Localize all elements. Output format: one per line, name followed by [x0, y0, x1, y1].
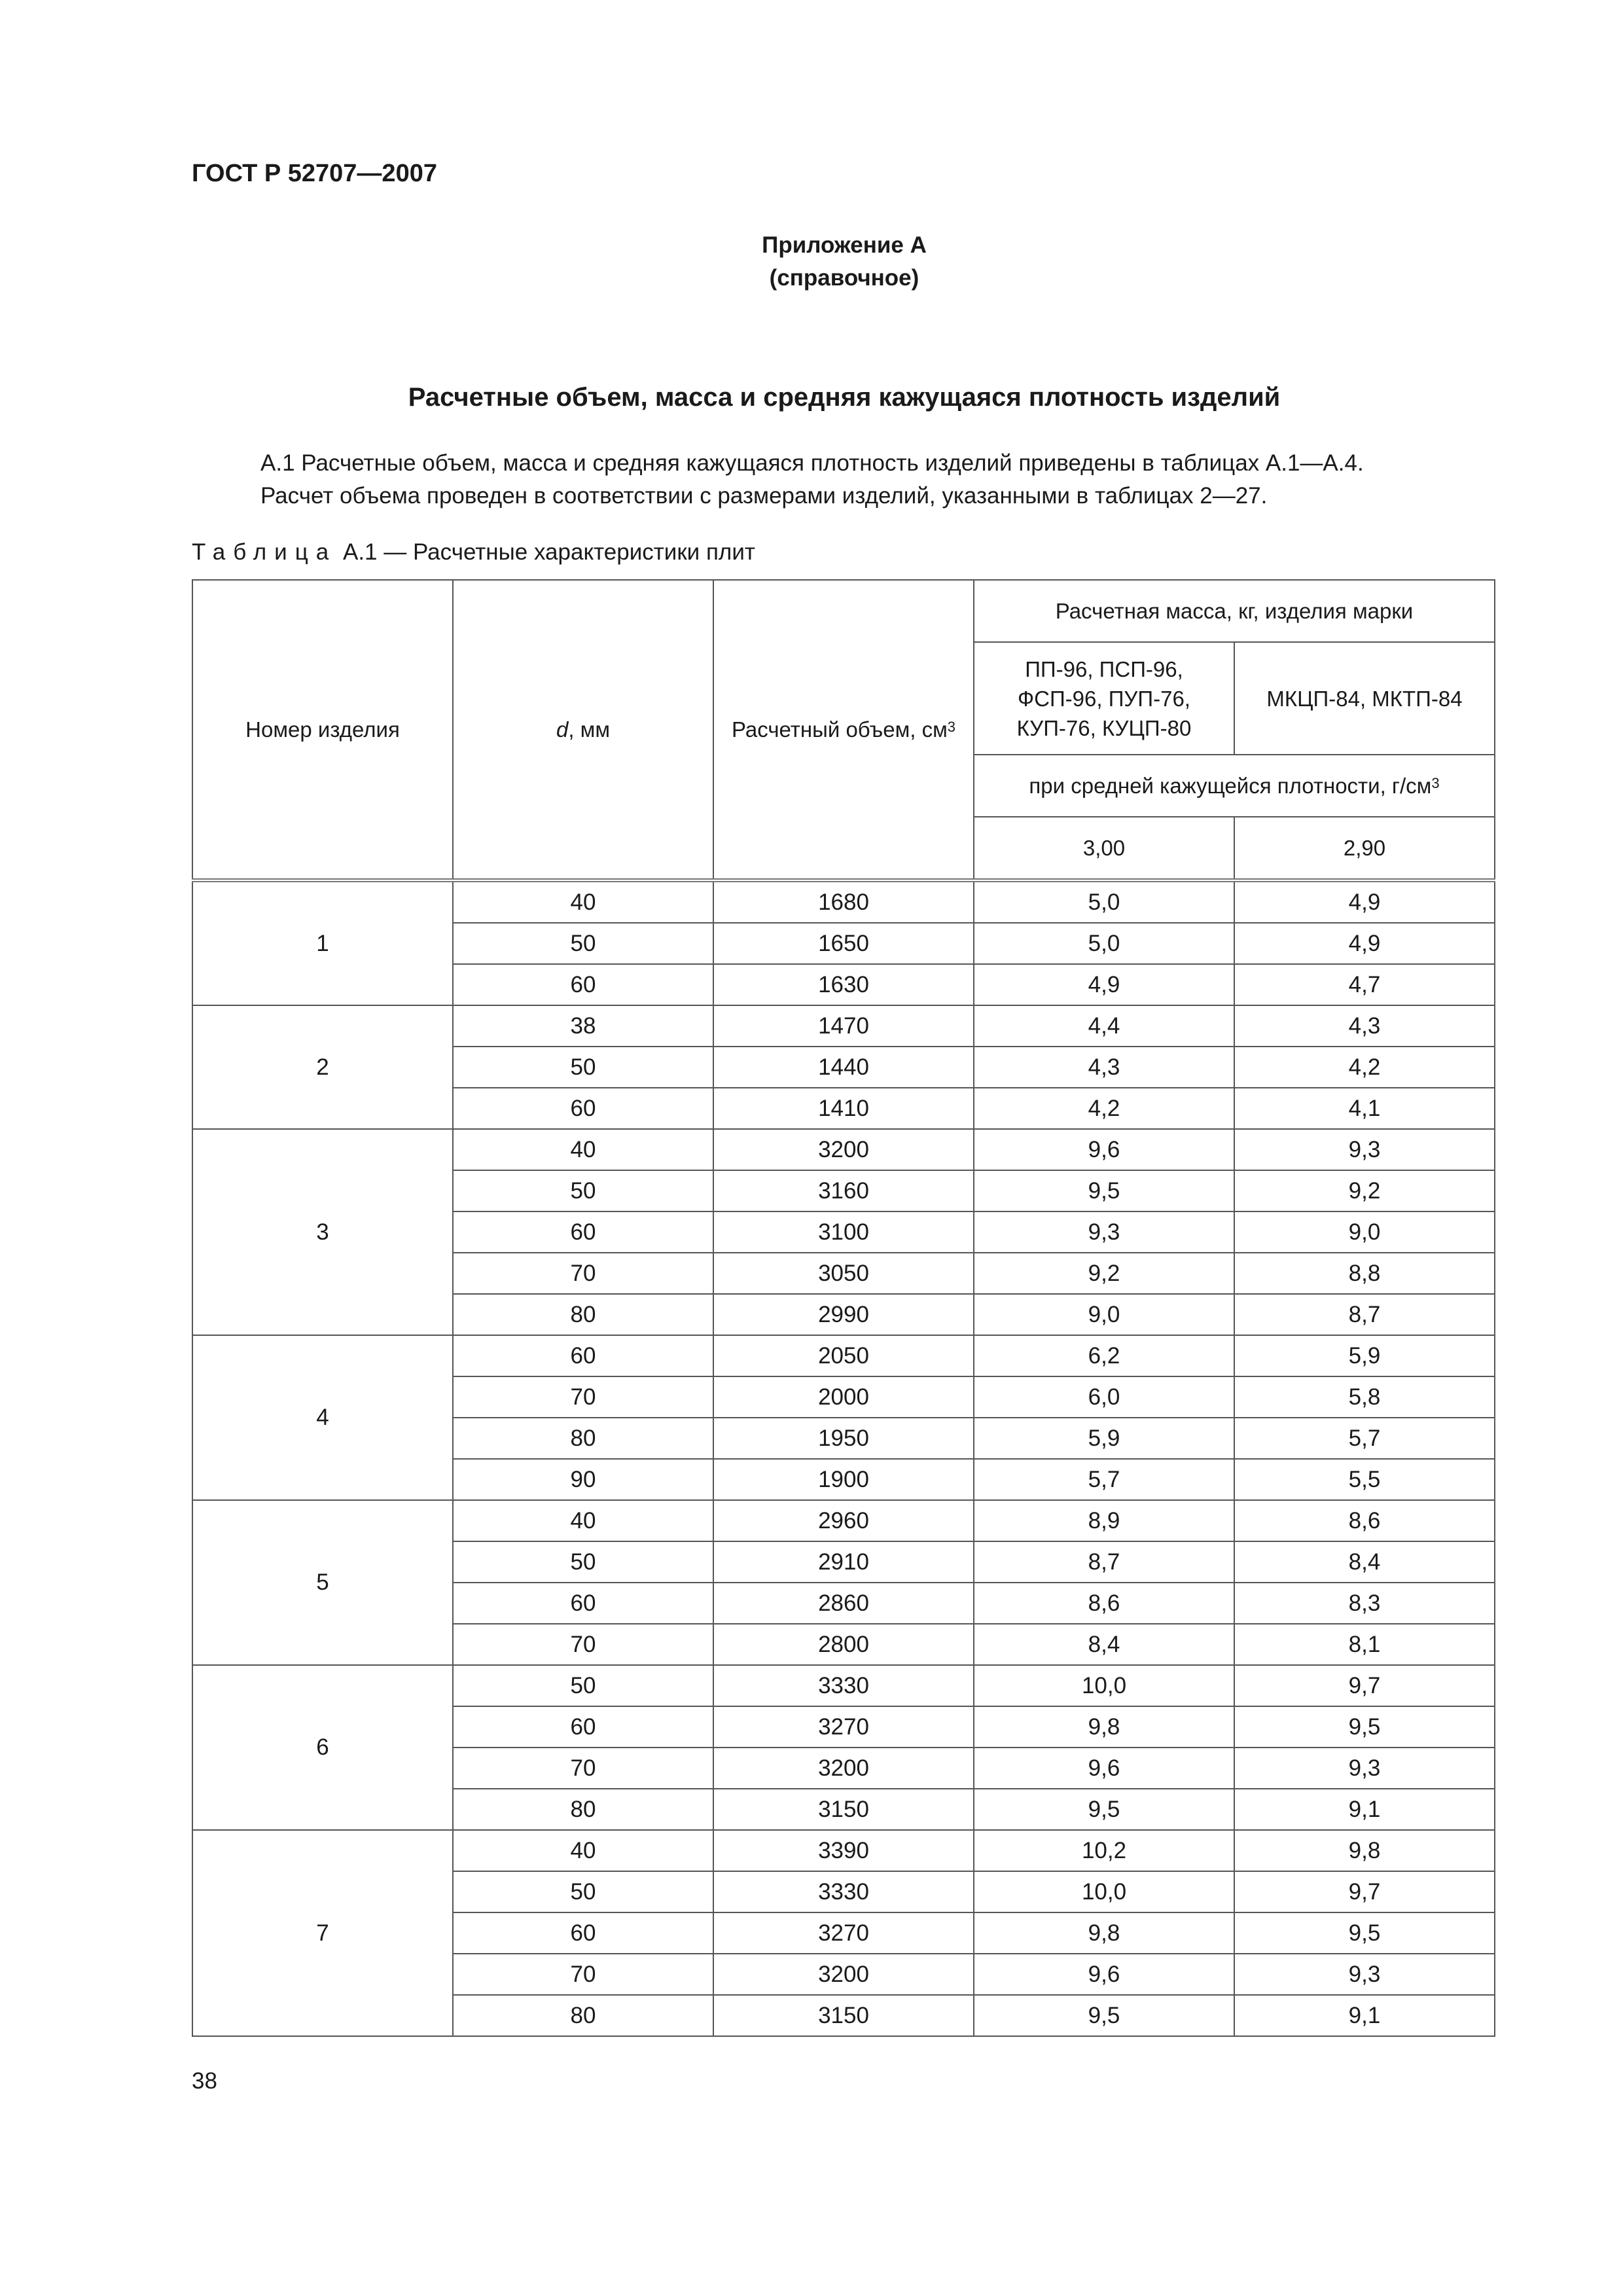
cell-volume: 3160: [713, 1170, 974, 1211]
cell-mass-2: 4,3: [1234, 1005, 1495, 1047]
cell-thickness: 70: [453, 1954, 713, 1995]
cell-mass-1: 4,9: [974, 964, 1234, 1005]
cell-mass-1: 4,4: [974, 1005, 1234, 1047]
table-row: [192, 880, 1495, 923]
cell-mass-2: 9,5: [1234, 1912, 1495, 1954]
cell-thickness: 70: [453, 1253, 713, 1294]
cell-volume: 3270: [713, 1706, 974, 1748]
cell-thickness: 60: [453, 1088, 713, 1129]
cell-volume: 2000: [713, 1376, 974, 1418]
cell-volume: 2050: [713, 1335, 974, 1376]
table-body: [192, 880, 1495, 2036]
cell-mass-1: 5,0: [974, 880, 1234, 923]
cell-item-number: 2: [192, 1005, 453, 1129]
cell-mass-2: 5,8: [1234, 1376, 1495, 1418]
cell-mass-2: 9,7: [1234, 1871, 1495, 1912]
intro-paragraph: [260, 447, 1543, 512]
cell-mass-1: 8,4: [974, 1624, 1234, 1665]
cell-mass-1: 9,6: [974, 1129, 1234, 1170]
cell-mass-2: 9,8: [1234, 1830, 1495, 1871]
cell-volume: 2910: [713, 1541, 974, 1583]
cell-mass-2: 8,3: [1234, 1583, 1495, 1624]
cell-mass-1: 9,3: [974, 1211, 1234, 1253]
cell-volume: 1470: [713, 1005, 974, 1047]
cell-mass-2: 5,9: [1234, 1335, 1495, 1376]
header-thickness-unit: , мм: [568, 717, 611, 742]
cell-mass-1: 9,5: [974, 1170, 1234, 1211]
cell-thickness: 60: [453, 1706, 713, 1748]
cell-mass-2: 8,4: [1234, 1541, 1495, 1583]
header-thickness-var: d: [556, 717, 569, 742]
cell-mass-2: 8,7: [1234, 1294, 1495, 1335]
section-title: Расчетные объем, масса и средняя кажущаяся плотность изделий: [408, 383, 1281, 412]
cell-volume: 3150: [713, 1995, 974, 2036]
brand-1-line-1: ПП-96, ПСП-96,: [1025, 656, 1183, 681]
cell-volume: 1900: [713, 1459, 974, 1500]
cell-mass-1: 10,0: [974, 1665, 1234, 1706]
cell-volume: 2960: [713, 1500, 974, 1541]
cell-thickness: 70: [453, 1748, 713, 1789]
cell-mass-1: 9,8: [974, 1912, 1234, 1954]
cell-volume: 3200: [713, 1748, 974, 1789]
cell-thickness: 90: [453, 1459, 713, 1500]
table-row: [192, 1335, 1495, 1376]
cell-thickness: 50: [453, 1541, 713, 1583]
cell-mass-2: 9,3: [1234, 1129, 1495, 1170]
cell-mass-1: 6,0: [974, 1376, 1234, 1418]
cell-mass-2: 9,1: [1234, 1789, 1495, 1830]
cell-thickness: 40: [453, 1830, 713, 1871]
header-volume-sup: 3: [947, 719, 956, 735]
cell-mass-2: 5,5: [1234, 1459, 1495, 1500]
cell-thickness: 50: [453, 1871, 713, 1912]
cell-mass-1: 9,6: [974, 1954, 1234, 1995]
cell-item-number: 3: [192, 1129, 453, 1335]
appendix-type: (справочное): [769, 265, 919, 291]
header-thickness: [453, 580, 713, 880]
cell-mass-1: 8,9: [974, 1500, 1234, 1541]
cell-mass-1: 6,2: [974, 1335, 1234, 1376]
header-brand-2: МКЦП-84, МКТП-84: [1234, 642, 1495, 755]
cell-thickness: 70: [453, 1376, 713, 1418]
header-volume: [713, 580, 974, 880]
cell-mass-1: 9,8: [974, 1706, 1234, 1748]
table-caption-text: А.1 — Расчетные характеристики плит: [342, 539, 755, 565]
cell-mass-1: 9,2: [974, 1253, 1234, 1294]
cell-mass-1: 4,2: [974, 1088, 1234, 1129]
cell-mass-1: 8,6: [974, 1583, 1234, 1624]
cell-mass-1: 8,7: [974, 1541, 1234, 1583]
cell-mass-2: 8,6: [1234, 1500, 1495, 1541]
header-density: [974, 755, 1495, 817]
header-item-number: Номер изделия: [192, 580, 453, 880]
cell-thickness: 50: [453, 923, 713, 964]
table-row: [192, 1005, 1495, 1047]
cell-mass-1: 9,5: [974, 1995, 1234, 2036]
cell-thickness: 80: [453, 1294, 713, 1335]
header-density-label: при средней кажущейся плотности, г/см: [1029, 774, 1432, 798]
cell-volume: 3150: [713, 1789, 974, 1830]
cell-volume: 1630: [713, 964, 974, 1005]
document-id: ГОСТ Р 52707—2007: [192, 160, 437, 187]
table-caption-prefix: Таблица: [192, 539, 337, 565]
cell-volume: 3100: [713, 1211, 974, 1253]
cell-mass-2: 4,1: [1234, 1088, 1495, 1129]
cell-item-number: 5: [192, 1500, 453, 1665]
cell-mass-1: 9,0: [974, 1294, 1234, 1335]
cell-thickness: 80: [453, 1789, 713, 1830]
cell-volume: 3200: [713, 1129, 974, 1170]
paragraph-line-1: А.1 Расчетные объем, масса и средняя кажущаяся плотность изделий приведены в таблицах А.1—А.4.: [260, 450, 1364, 476]
cell-volume: 1440: [713, 1047, 974, 1088]
cell-item-number: 6: [192, 1665, 453, 1830]
table-row: [192, 1129, 1495, 1170]
cell-mass-1: 9,6: [974, 1748, 1234, 1789]
cell-thickness: 40: [453, 880, 713, 923]
cell-volume: 1680: [713, 880, 974, 923]
cell-thickness: 50: [453, 1665, 713, 1706]
table-header: [192, 580, 1495, 880]
cell-mass-1: 5,7: [974, 1459, 1234, 1500]
header-mass: Расчетная масса, кг, изделия марки: [974, 580, 1495, 642]
cell-thickness: 70: [453, 1624, 713, 1665]
cell-mass-2: 4,9: [1234, 923, 1495, 964]
cell-volume: 3200: [713, 1954, 974, 1995]
cell-mass-2: 9,0: [1234, 1211, 1495, 1253]
cell-mass-2: 9,7: [1234, 1665, 1495, 1706]
cell-mass-2: 8,1: [1234, 1624, 1495, 1665]
table-row: [192, 1500, 1495, 1541]
cell-volume: 1950: [713, 1418, 974, 1459]
cell-mass-1: 4,3: [974, 1047, 1234, 1088]
cell-mass-2: 4,9: [1234, 880, 1495, 923]
cell-thickness: 50: [453, 1047, 713, 1088]
cell-mass-2: 4,7: [1234, 964, 1495, 1005]
cell-volume: 3050: [713, 1253, 974, 1294]
cell-mass-2: 8,8: [1234, 1253, 1495, 1294]
cell-item-number: 1: [192, 880, 453, 1005]
table-row: [192, 1665, 1495, 1706]
page-number: 38: [192, 2068, 217, 2094]
characteristics-table: [192, 579, 1495, 2037]
header-density-sup: 3: [1431, 775, 1440, 791]
cell-volume: 3330: [713, 1871, 974, 1912]
table-caption: [192, 539, 755, 565]
cell-mass-2: 4,2: [1234, 1047, 1495, 1088]
appendix-label: Приложение А: [762, 232, 927, 258]
cell-thickness: 60: [453, 1912, 713, 1954]
cell-mass-2: 5,7: [1234, 1418, 1495, 1459]
cell-volume: 1410: [713, 1088, 974, 1129]
cell-thickness: 60: [453, 1583, 713, 1624]
cell-thickness: 50: [453, 1170, 713, 1211]
cell-thickness: 80: [453, 1995, 713, 2036]
cell-thickness: 80: [453, 1418, 713, 1459]
cell-volume: 3330: [713, 1665, 974, 1706]
cell-mass-1: 10,2: [974, 1830, 1234, 1871]
cell-item-number: 4: [192, 1335, 453, 1500]
cell-thickness: 40: [453, 1500, 713, 1541]
cell-thickness: 40: [453, 1129, 713, 1170]
brand-1-line-2: ФСП-96, ПУП-76,: [1018, 686, 1190, 711]
cell-volume: 2860: [713, 1583, 974, 1624]
cell-volume: 1650: [713, 923, 974, 964]
cell-thickness: 60: [453, 1335, 713, 1376]
cell-volume: 3390: [713, 1830, 974, 1871]
cell-mass-1: 5,0: [974, 923, 1234, 964]
cell-mass-2: 9,3: [1234, 1748, 1495, 1789]
appendix-heading: [0, 229, 1623, 295]
header-density-2: 2,90: [1234, 817, 1495, 880]
header-brand-1: [974, 642, 1234, 755]
cell-mass-1: 9,5: [974, 1789, 1234, 1830]
cell-thickness: 60: [453, 964, 713, 1005]
brand-1-line-3: КУП-76, КУЦП-80: [1016, 715, 1192, 740]
cell-volume: 3270: [713, 1912, 974, 1954]
cell-volume: 2800: [713, 1624, 974, 1665]
cell-mass-2: 9,3: [1234, 1954, 1495, 1995]
cell-thickness: 60: [453, 1211, 713, 1253]
cell-mass-2: 9,1: [1234, 1995, 1495, 2036]
cell-mass-1: 5,9: [974, 1418, 1234, 1459]
cell-mass-2: 9,5: [1234, 1706, 1495, 1748]
header-density-1: 3,00: [974, 817, 1234, 880]
cell-mass-1: 10,0: [974, 1871, 1234, 1912]
cell-volume: 2990: [713, 1294, 974, 1335]
cell-item-number: 7: [192, 1830, 453, 2036]
table-row: [192, 1830, 1495, 1871]
header-volume-label: Расчетный объем, см: [731, 717, 948, 742]
cell-mass-2: 9,2: [1234, 1170, 1495, 1211]
cell-thickness: 38: [453, 1005, 713, 1047]
paragraph-line-2: Расчет объема проведен в соответствии с размерами изделий, указанными в таблицах 2—27.: [260, 483, 1268, 509]
